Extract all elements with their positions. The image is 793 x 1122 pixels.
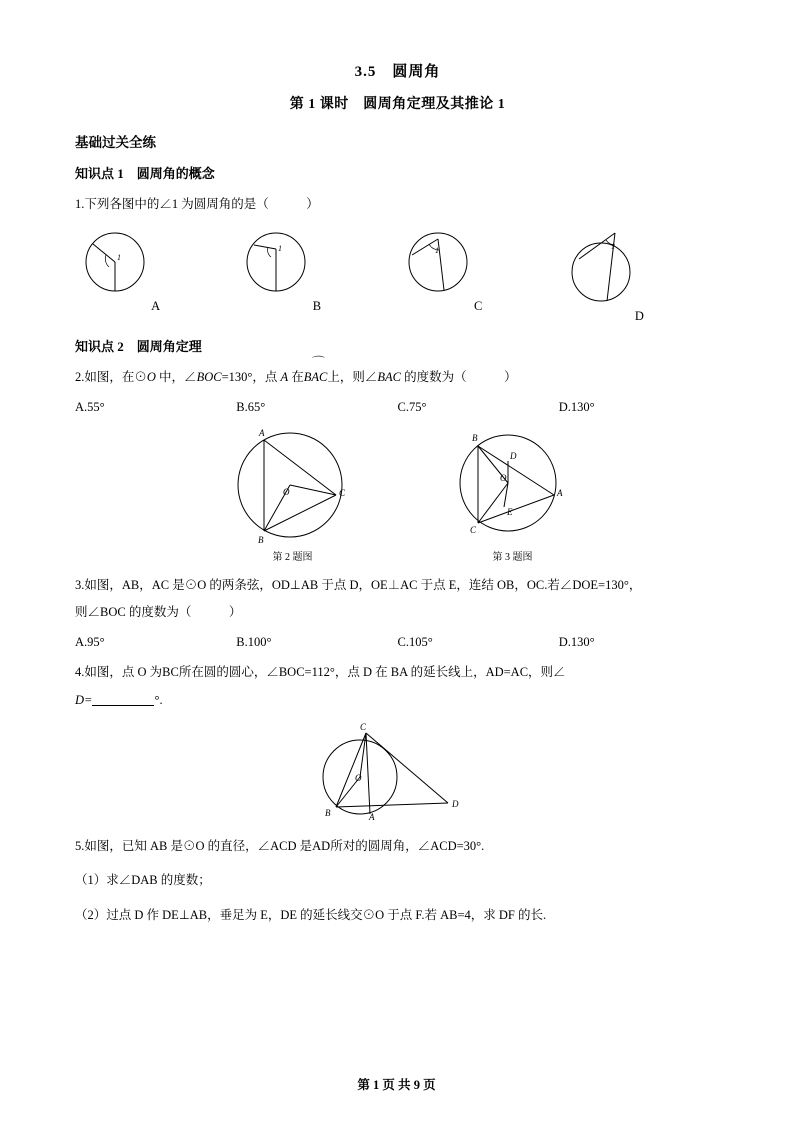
question-4-figure-wrap bbox=[75, 719, 720, 824]
q3-option-D[interactable]: D.130° bbox=[558, 635, 595, 649]
svg-text:D: D bbox=[509, 450, 516, 461]
figure-A-label: A bbox=[151, 298, 161, 313]
q2-part5: 上，则∠ bbox=[327, 369, 378, 384]
svg-text:E: E bbox=[506, 506, 512, 517]
svg-text:B: B bbox=[257, 534, 263, 545]
svg-text:B: B bbox=[471, 432, 477, 443]
question-3-options bbox=[75, 635, 720, 650]
figure-q2-cell bbox=[218, 423, 368, 563]
footer-prefix: 第 bbox=[357, 1078, 370, 1092]
page-subtitle: 第 1 课时 圆周角定理及其推论 1 bbox=[289, 97, 506, 112]
question-5-line-1: 5.如图，已知 AB 是⊙O 的直径，∠ACD 是AD所对的圆周角，∠ACD=30°. bbox=[75, 838, 485, 853]
svg-text:1: 1 bbox=[610, 241, 615, 251]
document-content bbox=[75, 60, 720, 928]
svg-text:B: B bbox=[324, 807, 330, 818]
footer-mid: 页 共 bbox=[382, 1078, 411, 1092]
question-2-options bbox=[75, 400, 720, 415]
q3-option-C[interactable]: C.105° bbox=[397, 635, 433, 649]
q2-italic-BAC: BAC bbox=[377, 369, 402, 384]
q2-italic-BOC: BOC bbox=[196, 369, 222, 384]
figure-q2-caption: 第 2 题图 bbox=[272, 551, 313, 563]
q3-option-A[interactable]: A.95° bbox=[75, 635, 105, 649]
page-title: 3.5 圆周角 bbox=[354, 64, 441, 80]
q2-italic-A: A bbox=[280, 369, 289, 384]
svg-text:1: 1 bbox=[434, 245, 439, 255]
q4-answer-blank[interactable] bbox=[92, 693, 154, 706]
figure-q3-cell bbox=[448, 423, 578, 563]
knowledge-point-1-heading: 知识点 1 圆周角的概念 bbox=[75, 166, 215, 181]
question-5-line-3: （2）过点 D 作 DE⊥AB，垂足为 E，DE 的延长线交⊙O 于点 F.若 AB=4，求 DF 的长. bbox=[75, 908, 547, 922]
q2-part1: 2.如图，在⊙ bbox=[75, 369, 147, 384]
svg-text:A: A bbox=[556, 487, 562, 498]
figure-B-cell bbox=[236, 227, 397, 314]
figure-D-label: D bbox=[634, 308, 644, 323]
q2-part2: 中，∠ bbox=[155, 369, 197, 384]
figure-q2 bbox=[218, 423, 368, 548]
svg-text:C: C bbox=[359, 721, 366, 732]
figure-q3-caption: 第 3 题图 bbox=[492, 551, 533, 563]
q3-option-B[interactable]: B.100° bbox=[236, 635, 272, 649]
q2-part6: 的度数为（ ） bbox=[401, 369, 517, 384]
question-4-line-1: 4.如图，点 O 为BC所在圆的圆心，∠BOC=112°，点 D 在 BA 的延长线上，AD=AC，则∠ bbox=[75, 665, 566, 679]
figure-q4 bbox=[298, 719, 498, 824]
q2-part4: 在 bbox=[288, 369, 304, 384]
svg-text:A: A bbox=[258, 427, 264, 438]
svg-text:A: A bbox=[368, 811, 374, 822]
svg-text:O: O bbox=[354, 772, 361, 783]
svg-text:O: O bbox=[282, 486, 289, 497]
figure-D-cell bbox=[559, 227, 720, 324]
q4-answer-prefix: D= bbox=[75, 692, 93, 707]
figure-A bbox=[75, 227, 165, 297]
svg-text:D: D bbox=[451, 798, 458, 809]
question-3-line-2: 则∠BOC 的度数为（ ） bbox=[75, 605, 242, 620]
q2-option-A[interactable]: A.55° bbox=[75, 399, 105, 414]
question-2-text bbox=[75, 366, 720, 390]
svg-text:C: C bbox=[469, 524, 476, 535]
q2-option-C[interactable]: C.75° bbox=[397, 399, 427, 414]
question-3-line-1: 3.如图，AB，AC 是⊙O 的两条弦，OD⊥AB 于点 D，OE⊥AC 于点 E，连结 OB，OC.若∠DOE=130°， bbox=[75, 577, 642, 592]
q2-option-B[interactable]: B.65° bbox=[236, 399, 266, 414]
svg-text:C: C bbox=[338, 487, 345, 498]
page-footer bbox=[0, 1075, 793, 1093]
q4-answer-suffix: °. bbox=[154, 692, 163, 707]
svg-text:O: O bbox=[499, 472, 506, 483]
footer-suffix: 页 bbox=[423, 1078, 436, 1092]
question-1-text: 1.下列各图中的∠1 为圆周角的是（ ） bbox=[75, 197, 319, 211]
svg-text:1: 1 bbox=[117, 252, 121, 262]
question-4-line-2 bbox=[75, 689, 720, 713]
figure-B-label: B bbox=[312, 298, 322, 313]
q2-part3: =130°，点 bbox=[221, 369, 281, 384]
figure-C-label: C bbox=[473, 298, 483, 313]
q2-option-D[interactable]: D.130° bbox=[558, 399, 595, 414]
figure-C bbox=[398, 227, 488, 297]
figure-C-cell bbox=[398, 227, 559, 314]
question-1-figures bbox=[75, 227, 720, 324]
svg-text:1: 1 bbox=[278, 243, 283, 253]
q2-arc-BAC: ⌒ BAC bbox=[304, 366, 328, 390]
figure-A-cell bbox=[75, 227, 236, 314]
figure-q3 bbox=[448, 423, 578, 548]
section-heading: 基础过关全练 bbox=[75, 135, 156, 150]
knowledge-point-2-heading: 知识点 2 圆周角定理 bbox=[75, 338, 202, 354]
question-5-line-2: （1）求∠DAB 的度数； bbox=[75, 873, 211, 888]
figure-D bbox=[559, 227, 649, 307]
footer-total-pages: 9 bbox=[413, 1078, 420, 1092]
footer-page-number: 1 bbox=[373, 1078, 380, 1092]
figure-B bbox=[236, 227, 326, 297]
q2-italic-O: O bbox=[146, 369, 156, 384]
questions-2-3-figures bbox=[75, 423, 720, 563]
